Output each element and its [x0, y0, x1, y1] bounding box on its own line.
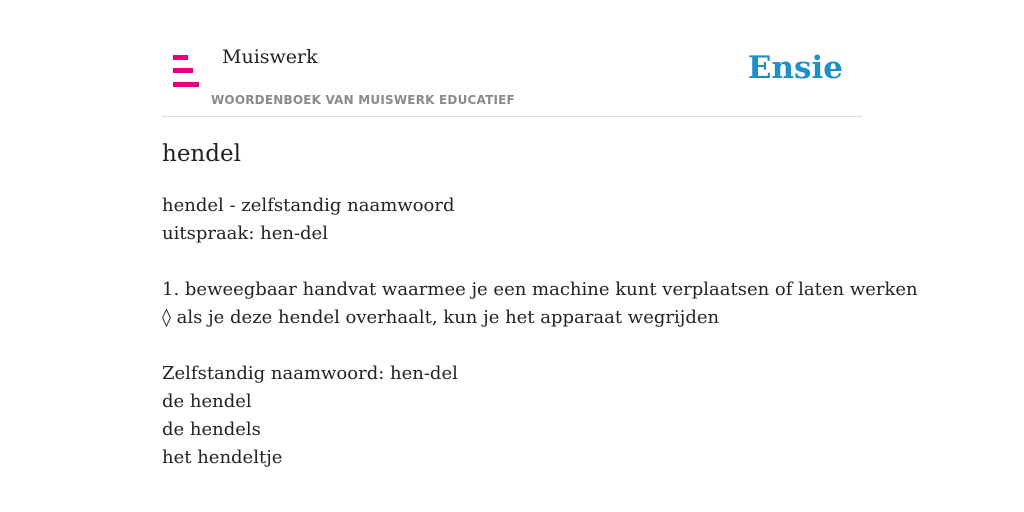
definition-line: de hendel — [162, 391, 252, 412]
ensie-logo[interactable]: Ensie — [747, 50, 843, 86]
main-content — [162, 138, 918, 472]
definition-line: het hendeltje — [162, 447, 283, 468]
spacer — [162, 248, 882, 276]
logo-bar-top — [173, 55, 188, 60]
logo-bar-middle — [173, 68, 193, 73]
header — [162, 0, 862, 117]
brand-name[interactable]: Muiswerk — [222, 46, 318, 68]
definition-line: de hendels — [162, 419, 261, 440]
definition-line: uitspraak: hen-del — [162, 223, 328, 244]
muiswerk-logo-icon[interactable] — [173, 55, 199, 87]
logo-bar-bottom — [173, 82, 199, 87]
definition-line: ◊ als je deze hendel overhaalt, kun je het apparaat wegrijden — [162, 307, 720, 328]
definition-line: 1. beweegbaar handvat waarmee je een machine kunt verplaatsen of laten werken — [162, 279, 918, 300]
page-title: hendel — [162, 141, 241, 167]
spacer — [162, 332, 882, 360]
brand-subtitle: WOORDENBOEK VAN MUISWERK EDUCATIEF — [211, 93, 515, 107]
definition-line: hendel - zelfstandig naamwoord — [162, 195, 455, 216]
definition-line: Zelfstandig naamwoord: hen-del — [162, 363, 458, 384]
definition-body — [162, 192, 918, 472]
